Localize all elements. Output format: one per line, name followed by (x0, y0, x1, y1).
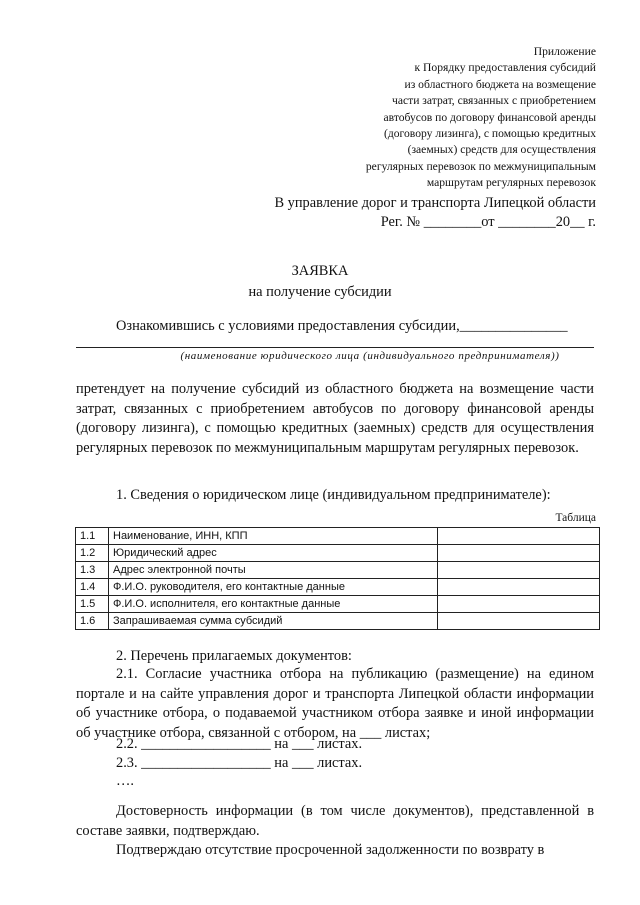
appendix-header (366, 44, 596, 192)
appendix-line: автобусов по договору финансовой аренды (383, 110, 596, 124)
row-label: Ф.И.О. исполнителя, его контактные данные (109, 596, 438, 613)
appendix-line: маршрутам регулярных перевозок (426, 176, 596, 190)
row-label: Ф.И.О. руководителя, его контактные данные (109, 579, 438, 596)
claim-paragraph: претендует на получение субсидий из областного бюджета на возмещение части затрат, связанных с приобретением автобусов по договору финансовой аренды (договору лизинга), с помощью кредитных (заемных) средств для осуществления регулярных перевозок по межмуниципальным маршрутам регулярных перевозок. (76, 381, 594, 456)
row-value-cell[interactable] (438, 613, 600, 630)
appendix-line: (договору лизинга), с помощью кредитных (383, 127, 596, 141)
confirmation-paragraph: Достоверность информации (в том числе документов), представленной в составе заявки, подтверждаю. (76, 803, 594, 839)
row-number: 1.5 (76, 596, 109, 613)
row-value-cell[interactable] (438, 579, 600, 596)
table-row (76, 562, 600, 579)
table-caption: Таблица (555, 512, 596, 524)
row-number: 1.6 (76, 613, 109, 630)
row-label: Наименование, ИНН, КПП (109, 528, 438, 545)
row-number: 1.3 (76, 562, 109, 579)
document-title: ЗАЯВКА (291, 263, 349, 279)
item-2-2: 2.2. __________________ на ___ листах. (116, 736, 363, 752)
row-value-cell[interactable] (438, 596, 600, 613)
row-value-cell[interactable] (438, 562, 600, 579)
registration-line: Рег. № ________от ________20__ г. (380, 214, 596, 230)
item-2-1: 2.1. Согласие участника отбора на публикацию (размещение) на едином портале и на сайте управления дорог и транспорта Липецкой области информации об участнике отбора, о подаваемой участником отбора заявке и иной информации об участнике отбора, связанной с отбором, на ___ листах; (76, 666, 594, 741)
appendix-line: к Порядку предоставления субсидий (414, 61, 596, 75)
row-number: 1.4 (76, 579, 109, 596)
appendix-line: Приложение (533, 45, 596, 58)
section-1-heading: 1. Сведения о юридическом лице (индивидуальном предпринимателе): (116, 487, 551, 503)
appendix-line: регулярных перевозок по межмуниципальным (365, 159, 596, 173)
table-row (76, 528, 600, 545)
item-2-3: 2.3. __________________ на ___ листах. (116, 755, 363, 771)
table-row (76, 613, 600, 630)
document-subtitle: на получение субсидии (248, 284, 392, 300)
applicant-name-line (76, 347, 594, 348)
row-value-cell[interactable] (438, 528, 600, 545)
row-value-cell[interactable] (438, 545, 600, 562)
row-label: Юридический адрес (109, 545, 438, 562)
section-2-heading: 2. Перечень прилагаемых документов: (116, 648, 352, 664)
addressee: В управление дорог и транспорта Липецкой области (274, 195, 596, 211)
applicant-info-table (75, 527, 600, 630)
list-ellipsis: …. (116, 773, 134, 789)
appendix-line: части затрат, связанных с приобретением (392, 94, 596, 108)
no-debt-paragraph: Подтверждаю отсутствие просроченной задолженности по возврату в (116, 842, 545, 858)
applicant-name-hint: (наименование юридического лица (индивидуального предпринимателя)) (180, 350, 560, 362)
addressee-block (274, 194, 596, 232)
row-number: 1.1 (76, 528, 109, 545)
appendix-line: из областного бюджета на возмещение (404, 77, 596, 91)
table-row (76, 596, 600, 613)
table-row (76, 545, 600, 562)
row-number: 1.2 (76, 545, 109, 562)
table-row (76, 579, 600, 596)
row-label: Запрашиваемая сумма субсидий (109, 613, 438, 630)
row-label: Адрес электронной почты (109, 562, 438, 579)
intro-line: Ознакомившись с условиями предоставления субсидии,_______________ (116, 318, 568, 334)
appendix-line: (заемных) средств для осуществления (407, 143, 596, 157)
